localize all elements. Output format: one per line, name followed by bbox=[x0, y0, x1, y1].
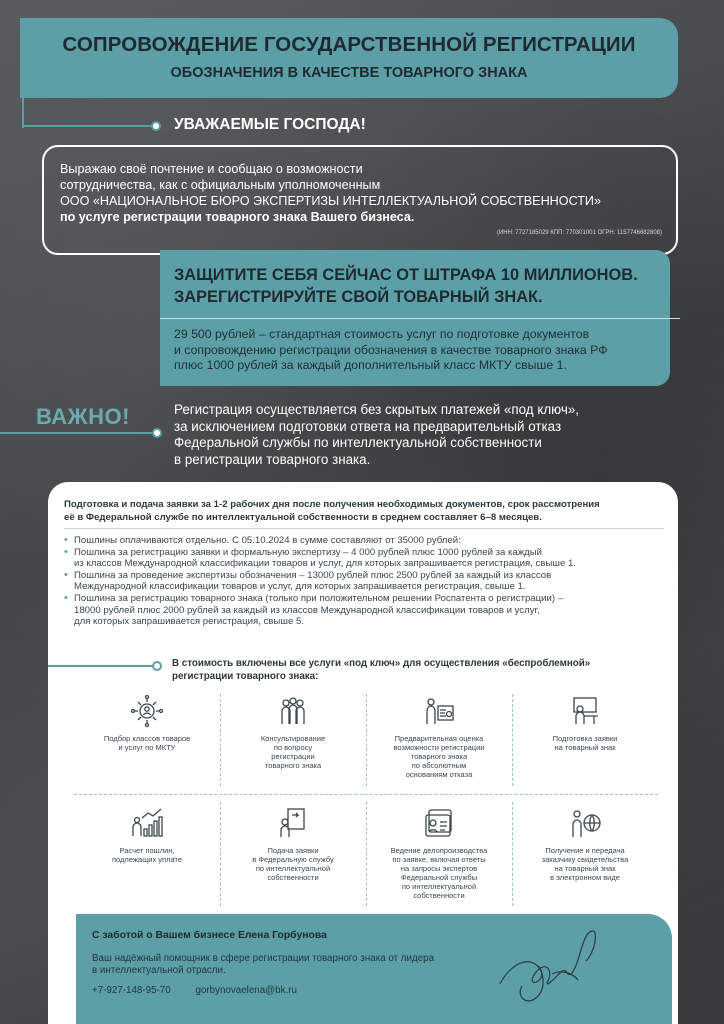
desk-worker-icon bbox=[568, 694, 602, 728]
offer-headline: ЗАЩИТИТЕ СЕБЯ СЕЙЧАС ОТ ШТРАФА 10 МИЛЛИОНОВ. bbox=[174, 266, 638, 284]
lead-text bbox=[64, 498, 664, 524]
intro-line: Выражаю своё почтение и сообщаю о возможности bbox=[60, 162, 363, 176]
intro-box bbox=[42, 145, 678, 255]
fee-line: для которых запрашивается регистрация, свыше 5. bbox=[74, 616, 305, 628]
service-label: по интеллектуальной bbox=[255, 864, 331, 873]
important-line: Федеральной службы по интеллектуальной собственности bbox=[174, 435, 542, 450]
connector-line bbox=[0, 432, 156, 434]
service-label: Ведение делопроизводства bbox=[390, 846, 488, 855]
service-label: Консультирование bbox=[260, 734, 326, 743]
important-text bbox=[174, 402, 674, 468]
price-line: и сопровождению регистрации обозначения в качестве товарного знака РФ bbox=[174, 342, 608, 357]
fee-line: 18000 рублей плюс 2000 рублей за каждый из классов Международной классификации товаров и услуг, bbox=[74, 604, 540, 616]
fee-line: • Пошлины оплачиваются отдельно. С 05.10.2024 в сумме составляют от 35000 рублей: bbox=[74, 535, 461, 546]
offer-headline: ЗАРЕГИСТРИРУЙТЕ СВОЙ ТОВАРНЫЙ ЗНАК. bbox=[174, 288, 543, 306]
service-label: Федеральной службы bbox=[400, 873, 478, 882]
service-item bbox=[74, 806, 220, 910]
services-title-line: регистрации товарного знака: bbox=[172, 670, 319, 682]
tagline-line: Ваш надёжный помощник в сфере регистрации товарного знака от лидера bbox=[92, 953, 435, 964]
service-label: по заявке, включая ответы bbox=[392, 855, 486, 864]
service-item bbox=[512, 806, 658, 910]
fee-line: • Пошлина за проведение экспертизы обозначения – 13000 рублей плюс 2500 рублей за каждый из классов bbox=[74, 569, 552, 581]
service-label: основаниям отказа bbox=[405, 770, 473, 779]
service-label: подлежащих уплате bbox=[111, 855, 182, 864]
service-item bbox=[74, 694, 220, 798]
divider bbox=[64, 528, 664, 529]
service-label: Расчет пошлин, bbox=[119, 846, 175, 855]
intro-line: по услуге регистрации товарного знака Вашего бизнеса. bbox=[60, 210, 415, 224]
services-grid bbox=[74, 694, 658, 912]
service-label: по абсолютным bbox=[411, 761, 467, 770]
tagline-line: в интеллектуальной отрасли. bbox=[92, 965, 226, 976]
service-label: на товарный знак bbox=[554, 743, 616, 752]
important-line: за исключением подготовки ответа на предварительный отказ bbox=[174, 418, 562, 434]
fee-line: • Пошлина за регистрацию товарного знака (только при положительном решении Роспатента о регистрации) – bbox=[74, 592, 564, 604]
page-title: СОПРОВОЖДЕНИЕ ГОСУДАРСТВЕННОЙ РЕГИСТРАЦИИ bbox=[62, 33, 636, 56]
intro-line: ООО «НАЦИОНАЛЬНОЕ БЮРО ЭКСПЕРТИЗЫ ИНТЕЛЛЕКТУАЛЬНОЙ СОБСТВЕННОСТИ» bbox=[60, 194, 601, 208]
service-label: Подбор классов товаров bbox=[103, 734, 191, 743]
presentation-icon bbox=[422, 694, 456, 728]
connector-line bbox=[22, 98, 24, 128]
fee-line: • Пошлина за регистрацию заявки и формальную экспертизу – 4 000 рублей плюс 1000 рублей за каждый bbox=[74, 546, 543, 558]
service-label: товарного знака bbox=[264, 761, 322, 770]
gear-people-icon bbox=[130, 694, 164, 728]
important-line: Регистрация осуществляется без скрытых платежей «под ключ», bbox=[174, 402, 580, 417]
important-line: в регистрации товарного знака. bbox=[174, 451, 371, 467]
growth-chart-icon bbox=[130, 806, 164, 840]
service-label: Предварительная оценка bbox=[394, 734, 484, 743]
requisites: (ИНН: 7727185029 КПП: 770301001 ОГРН: 1157746682808) bbox=[496, 230, 662, 236]
service-label: по вопросу bbox=[273, 743, 313, 752]
intro-line: сотрудничества, как с официальным уполномоченным bbox=[60, 178, 381, 192]
service-label: по интеллектуальной bbox=[401, 882, 477, 891]
page-subtitle: ОБОЗНАЧЕНИЯ В КАЧЕСТВЕ ТОВАРНОГО ЗНАКА bbox=[170, 65, 528, 81]
offer-block bbox=[160, 250, 670, 386]
signature-image bbox=[492, 924, 612, 1014]
service-label: на товарный знак bbox=[554, 864, 616, 873]
price-line: 29 500 рублей – стандартная стоимость услуг по подготовке документов bbox=[174, 327, 590, 341]
service-item bbox=[220, 806, 366, 910]
service-label: собственности bbox=[267, 873, 319, 882]
fee-line: Международной классификации товаров и услуг, для которых запрашивается регистрация, свыше 1. bbox=[74, 581, 526, 593]
connector-dot bbox=[152, 661, 162, 671]
service-item bbox=[366, 694, 512, 798]
service-label: в Федеральную службу bbox=[252, 855, 334, 864]
fee-item bbox=[64, 547, 674, 570]
service-item bbox=[512, 694, 658, 798]
document-submit-icon bbox=[276, 806, 310, 840]
service-label: и услуг по МКТУ bbox=[118, 743, 176, 752]
fee-item bbox=[64, 593, 674, 628]
id-card-icon bbox=[422, 806, 456, 840]
fee-line: из классов Международной классификации товаров и услуг, для которых запрашивается регистрация, свыше 1. bbox=[74, 558, 576, 570]
lead-line: Подготовка и подача заявки за 1-2 рабочих дня после получения необходимых документов, срок рассмотрения bbox=[64, 499, 600, 510]
email-link[interactable]: gorbynovaelena@bk.ru bbox=[195, 985, 297, 996]
service-label: в электронном виде bbox=[550, 873, 620, 882]
services-title bbox=[172, 658, 652, 683]
service-label: возможности регистрации bbox=[393, 743, 485, 752]
team-icon bbox=[276, 694, 310, 728]
service-label: Получение и передача bbox=[545, 846, 625, 855]
footer-block bbox=[76, 914, 672, 1024]
service-label: товарного знака bbox=[410, 752, 468, 761]
greeting-heading: УВАЖАЕМЫЕ ГОСПОДА! bbox=[174, 116, 366, 133]
fees-list bbox=[64, 535, 674, 628]
service-item bbox=[366, 806, 512, 910]
service-label: Подготовка заявки bbox=[552, 734, 618, 743]
divider bbox=[160, 318, 680, 319]
service-label: заказчику свидетельства bbox=[541, 855, 629, 864]
service-label: регистрации bbox=[271, 752, 315, 761]
connector-dot bbox=[151, 121, 161, 131]
connector-dot bbox=[152, 428, 162, 438]
globe-person-icon bbox=[568, 806, 602, 840]
services-title-line: В стоимость включены все услуги «под ключ» для осуществления «беспроблемной» bbox=[172, 658, 591, 669]
service-label: Подача заявки bbox=[267, 846, 319, 855]
service-label: собственности bbox=[413, 891, 465, 900]
service-item bbox=[220, 694, 366, 798]
fee-item bbox=[64, 570, 674, 593]
price-line: плюс 1000 рублей за каждый дополнительный класс МКТУ свыше 1. bbox=[174, 358, 567, 372]
phone-link[interactable]: +7-927-148-95-70 bbox=[92, 985, 171, 996]
lead-line: её в Федеральной службе по интеллектуальной собственности в среднем составляет 6–8 месяцев. bbox=[64, 512, 542, 523]
connector-line bbox=[22, 125, 156, 127]
signoff: С заботой о Вашем бизнесе Елена Горбунова bbox=[92, 930, 327, 941]
header-banner bbox=[20, 18, 678, 98]
service-label: на запросы экспертов bbox=[400, 864, 478, 873]
important-label: ВАЖНО! bbox=[36, 404, 130, 429]
connector-line bbox=[48, 665, 156, 667]
fee-item bbox=[64, 535, 674, 547]
tagline bbox=[92, 953, 512, 977]
